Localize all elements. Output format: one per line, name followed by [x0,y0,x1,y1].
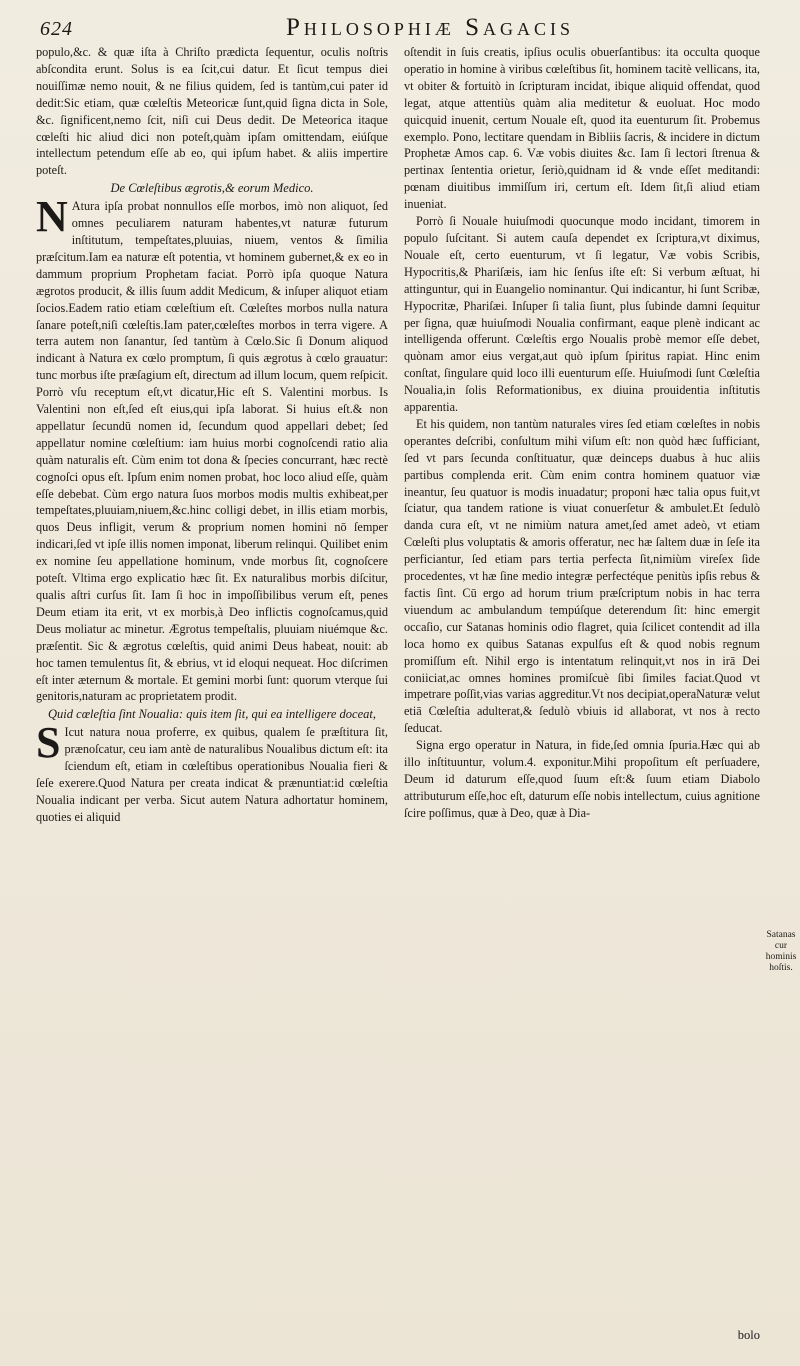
paragraph: Et his quidem, non tantùm naturales vires ſed etiam cœleſtes in nobis operantes deſcribi, conſultum mihi viſum eſt: non quòd hæc ſufficiant, ſed vt pars ſecunda conſtituatur, quæ deinceps duabus à huc aliis partibus complenda erit. Cùm enim contra hominem quatuor viæ ineantur, ſeu quatuor is modis inuadatur; proponi hæc talia opus fuit,vt ſciatur, qua tandem ratione is viuat conuerſetur & ambulet.Et ſedulò danda cura eſt, vt ne nimiùm natura amet,ſed amet adeò, vt etiam Cœleſti plus voluptatis & amoris offeratur, nec hæ ſaltem duæ in ſeſe ita perficiantur, ſed etiam pars tertia perfecta ſit,nimiùm vireſex ſide procedentes, vt hæ ſine medio integræ perfectéque penitùs ipſis rebus & factis ſint. Cū ergo ad horum trium præſcriptum nobis in hac terra viuendum ac ambulandum tempúſque deterendum ſit: hinc emergit occaſio, cur Satanas hominis odio flagret, quia ſcilicet contendit ad illa loca homo ex quibus Satanas expulſus eſt & quod nobis regnum promiſſum eſt. Nihil ergo is intentatum relinquit,vt nos in irā Dei coniiciat,ac omnes homines promiſcuè ſibi ſimiles faciat.Quod vt impetrare poſſit,vias varias aggreditur.Vt nos decipiat,operaNaturæ velut etiā Cœleſtia adulterat,& ſedulò vbiuis id allaborat, vt nos à recto ſeducat. [404,416,760,736]
paragraph: Signa ergo operatur in Natura, in fide,ſed omnia ſpuria.Hæc qui ab illo inſtituuntur, volum.4. exponitur.Mihi propoſitum eſt perſuadere, Deum id daturum eſſe,quod ſuum eſt:& ſuum etiam Diabolo attributurum eſſe,hoc eſt, daturum eſſe nobis intellectum, cuius agnitione ſcire poſſimus, quæ à Deo, quæ à Dia- [404,738,760,820]
section-heading: De Cœleſtibus ægrotis,& eorum Medico. [110,181,314,196]
paragraph: oſtendit in ſuis creatis, ipſius oculis obuerſantibus: ita occulta quoque operatio in homine à viribus cœleſtibus ſit, hominem tacitè vellicans, ita, vt obiter & fortuitò in ſcripturam incidat, ibique aliquid offendat, quod legat, atque attentiùs quàm alia meditetur & euoluat. Hoc modo quicquid inuenit, certum Nouale eſt, quod ita euenturum ſit. Probemus exemplo. Pono, lectitare quendam in Bibliis ſacris, & incidere in dictum Prophetæ Amos cap. 6. Væ vobis diuites &c. Iam ſi lectori ſtrenua & pertinax ſententia orietur, ſeriò,quidnam id & vnde eſſet meditandi: pœnam diuitibus immiſſum iri, certum eſt. Idem ſit,ſi aliud etiam inueniat. [404,45,760,212]
drop-cap: N [36,192,68,242]
page-number: 624 [40,18,73,40]
right-column [404,44,760,822]
page-header [40,14,760,44]
left-column [36,44,388,826]
catchword: bolo [737,1328,760,1342]
paragraph: Atura ipſa probat nonnullos eſſe morbos, imò non aliquot, ſed omnes peculiarem naturam habentes,vt naturæ futurum inſtitutum, tempeſtates,pluuias, niuem, ventos & ſimilia præſcitum.Iam ea naturæ eſt potentia, vt hominem gubernet,& ex eo in dammum proprium Prophetam faciat. Porrò ipſa quoque Natura ægrotos producit, & illis ſuum addit Medicum, & inſuper aliquot etiam ſocios.Eadem ratio etiam cœleſtium eſt. Cœleſtes morbos nulla natura ſanare poteſt,niſi cœleſtis.Iam pater,cœleſtes morbos in terra vigere. A terra autem non ſanantur, ſed tantùm à Cœlo.Sic ſi Donum aliquod indicant à Natura ex cœlo promptum, ſi quis ægrotus à cœlo grauatur: tunc morbus iſte præſagium eſt, directum ad illum locum, quem reſpicit. Porrò vſu receptum eſt,vt dicatur,Hic eſt S. Valentini morbus. Is Valentini non eſt,ſed eſt eius,qui ipſa laborat. Si huius eſt.& non appellatur ſecundū nomen id, ſecundum quod appellari debet; ſed appellatur nomine cœleſtium: iam huius morbi cognoſcendi ratio alia quàm naturalis eſt. Cùm enim tot dona & ſpecies concurrant, hæc rectè cognoſci opus eſt. Ipſum enim nomen probat, hoc loco aliud eſſe, quàm eſſe debebat. Cùm ergo natura ſuos morbos modis multis exhibeat,per tempeſtates,pluuiam,niuem,&c.hinc colligi debet, in illis etiam morbis, quos Deus infligit, verum & proprium nomen homini nō ſemper indicari,ſed vt ipſe illis nomen imponat, liberum relinqui. Quilibet enim ex nomine ſeu appellatione hominum, vnde morbus ſit, cognoſcere poteſt. Vltima ergo explicatio hæc ſit. Ex naturalibus morbis diſcitur, qualis aſtri curſus ſit. Iam ſi hoc in impoſſibilibus verum eſt, penes Deum etiam ita erit, vt ex morbis,à Deo inflictis cognoſcamus,quid Deus moliatur ac minetur. Ægrotus tempeſtalis, pluuiam niuémque &c. præſentit. Sic & ægrotus cœleſtis, quid animi Deus habeat, nouit: ab hoc tamen temulentus ſit, & ebrius, vt id eloqui nequeat. Hoc diſcrimen eſt inter æternum & mortale. Et gemini morbi ſunt: quorum vterque ſui genitoris,naturam ac proprietatem prodit. [36,199,388,704]
paragraph: Porrò ſi Nouale huiuſmodi quocunque modo incidant, timorem in populo ſuſcitant. Si autem cauſa dependet ex ſcriptura,vt diximus, Nouale eſt, certo euenturum, vt ſi legatur, Væ vobis Scribis, Hypocritis,& Phariſæis, iam hic ſenſus iſte eſt: Si verbum æſtuat, hi attinguntur, qui in Euangelio nominantur. Qui indicantur, hi ſunt Scribæ, Hypocritæ, Phariſæi. Inſuper ſi talia ſiunt, plus ſubinde damni ſequitur per ſigna, quæ huiuſmodi Noualia confirmant, eaque plenè indicant ac intelligenda offerunt. Cœleſtis ergo Noualis probè memor eſſe debet, quònam amor eius vergat,aut quò ipſum ſpiritus rapiat. Hinc enim conſtat, ſingulare quid loco illi euenturum eſſe. Huiuſmodi ſunt Cœleſtia Noualia,in ſolis Reformationibus, ex diuina prouidentia inſtitutis apparentia. [404,214,760,415]
running-title: Philosophiæ Sagacis [285,14,575,41]
section-heading: Quid cœleſtia ſint Noualia: quis item ſit, qui ea intelligere doceat, [48,707,376,722]
paragraph: populo,&c. & quæ iſta à Chriſto prædicta ſequentur, oculis noſtris abſcondita erunt. Solus is ea ſcit,cui datur. Et ſicut tempus diei nouiſſimæ nemo nouit, & ne filius quidem, ſed is tantùm,cui pater id dedit:Sic etiam, quæ cœleſtis Meteoricæ ſunt,quid ſigna dicta in Sole, &c. ſignificent,nemo ſcit, niſi cui Deus dedit. De Meteorica itaque cœleſti hic aliud dici non poteſt,quàm ipſam omittendam, eiúſque intellectum petendum eſſe ab eo, qui ipſum habet. & aliis impertire poteſt. [36,45,388,178]
drop-cap: S [36,718,61,768]
margin-note: Satanas cur hominis hoſtis. [765,930,797,973]
paragraph: Icut natura noua proferre, ex quibus, qualem ſe præſtitura ſit, prænoſcatur, ceu iam antè de naturalibus Noualibus dictum eſt: ita ſciendum eſt, etiam in cœleſtibus operationibus Noualia fieri & ſeſe exerere.Quod Natura per creata indicat & prænuntiat:id cœleſtia Noualia indicant per verba. Sicut autem Natura adhortatur hominem, quoties ei aliquid [36,725,388,824]
